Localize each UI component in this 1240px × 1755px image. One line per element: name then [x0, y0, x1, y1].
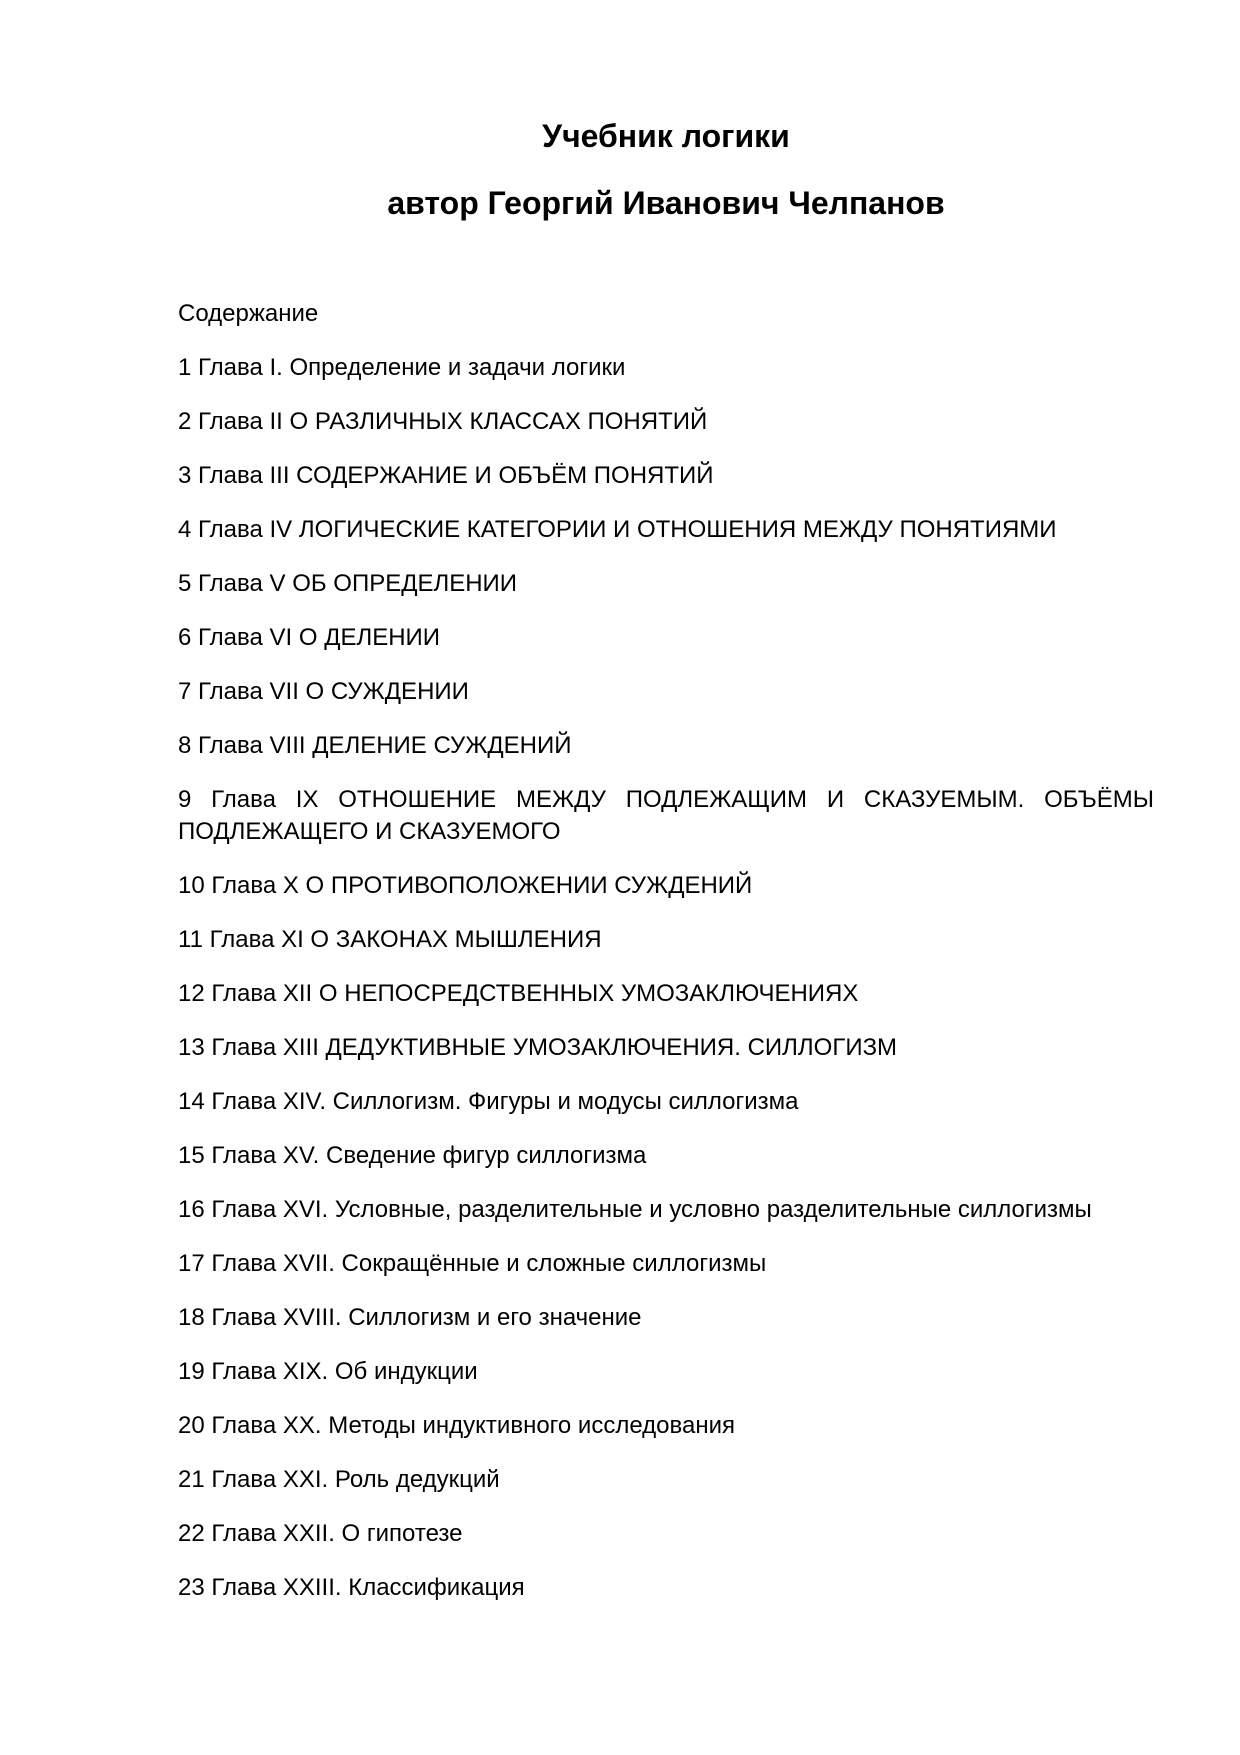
- toc-link-7[interactable]: 7 Глава VII О СУЖДЕНИИ: [178, 678, 469, 705]
- toc-item[interactable]: [178, 924, 1154, 956]
- toc-link-2[interactable]: 2 Глава II О РАЗЛИЧНЫХ КЛАССАХ ПОНЯТИЙ: [178, 408, 708, 435]
- toc-link-20[interactable]: 20 Глава XX. Методы индуктивного исследования: [178, 1412, 735, 1439]
- toc-link-15[interactable]: 15 Глава XV. Сведение фигур силлогизма: [178, 1142, 647, 1169]
- toc-item[interactable]: [178, 870, 1154, 902]
- toc-item[interactable]: [178, 730, 1154, 762]
- document-title: Учебник логики: [542, 118, 790, 154]
- toc-link-3[interactable]: 3 Глава III СОДЕРЖАНИЕ И ОБЪЁМ ПОНЯТИЙ: [178, 462, 714, 489]
- toc-link-12[interactable]: 12 Глава XII О НЕПОСРЕДСТВЕННЫХ УМОЗАКЛЮЧЕНИЯХ: [178, 980, 859, 1007]
- toc-item[interactable]: [178, 568, 1154, 600]
- toc-link-9[interactable]: 9 Глава IX ОТНОШЕНИЕ МЕЖДУ ПОДЛЕЖАЩИМ И СКАЗУЕМЫМ. ОБЪЁМЫ ПОДЛЕЖАЩЕГО И СКАЗУЕМОГО: [178, 786, 1154, 845]
- toc-item[interactable]: [178, 1086, 1154, 1118]
- toc-item[interactable]: [178, 1032, 1154, 1064]
- toc-link-10[interactable]: 10 Глава X О ПРОТИВОПОЛОЖЕНИИ СУЖДЕНИЙ: [178, 872, 753, 899]
- toc-link-17[interactable]: 17 Глава XVII. Сокращённые и сложные силлогизмы: [178, 1250, 767, 1277]
- toc-link-4[interactable]: 4 Глава IV ЛОГИЧЕСКИЕ КАТЕГОРИИ И ОТНОШЕНИЯ МЕЖДУ ПОНЯТИЯМИ: [178, 516, 1057, 543]
- table-of-contents: [178, 298, 1154, 1626]
- toc-link-16[interactable]: 16 Глава XVI. Условные, разделительные и условно разделительные силлогизмы: [178, 1196, 1092, 1223]
- toc-link-6[interactable]: 6 Глава VI О ДЕЛЕНИИ: [178, 624, 441, 651]
- toc-item[interactable]: [178, 1302, 1154, 1334]
- toc-link-1[interactable]: 1 Глава I. Определение и задачи логики: [178, 354, 626, 381]
- toc-item[interactable]: [178, 1140, 1154, 1172]
- document-author: автор Георгий Иванович Челпанов: [387, 185, 945, 221]
- toc-list: [178, 352, 1154, 1604]
- toc-link-14[interactable]: 14 Глава XIV. Силлогизм. Фигуры и модусы силлогизма: [178, 1088, 799, 1115]
- toc-link-23[interactable]: 23 Глава XXIII. Классификация: [178, 1574, 525, 1601]
- toc-link-13[interactable]: 13 Глава XIII ДЕДУКТИВНЫЕ УМОЗАКЛЮЧЕНИЯ. СИЛЛОГИЗМ: [178, 1034, 898, 1061]
- toc-item[interactable]: [178, 784, 1154, 848]
- toc-item[interactable]: [178, 1572, 1154, 1604]
- toc-link-22[interactable]: 22 Глава XXII. О гипотезе: [178, 1520, 463, 1547]
- toc-item[interactable]: [178, 978, 1154, 1010]
- toc-link-21[interactable]: 21 Глава XXI. Роль дедукций: [178, 1466, 500, 1493]
- toc-item[interactable]: [178, 1410, 1154, 1442]
- toc-link-8[interactable]: 8 Глава VIII ДЕЛЕНИЕ СУЖДЕНИЙ: [178, 732, 572, 759]
- toc-link-5[interactable]: 5 Глава V ОБ ОПРЕДЕЛЕНИИ: [178, 570, 518, 597]
- toc-item[interactable]: [178, 460, 1154, 492]
- toc-item[interactable]: [178, 1248, 1154, 1280]
- toc-item[interactable]: [178, 352, 1154, 384]
- toc-item[interactable]: [178, 406, 1154, 438]
- toc-item[interactable]: [178, 1356, 1154, 1388]
- toc-link-19[interactable]: 19 Глава XIX. Об индукции: [178, 1358, 478, 1385]
- toc-link-18[interactable]: 18 Глава XVIII. Силлогизм и его значение: [178, 1304, 642, 1331]
- toc-item[interactable]: [178, 1464, 1154, 1496]
- contents-heading: Содержание: [178, 300, 319, 327]
- toc-item[interactable]: [178, 1194, 1154, 1226]
- toc-item[interactable]: [178, 1518, 1154, 1550]
- toc-item[interactable]: [178, 676, 1154, 708]
- toc-item[interactable]: [178, 622, 1154, 654]
- toc-link-11[interactable]: 11 Глава XI О ЗАКОНАХ МЫШЛЕНИЯ: [178, 926, 602, 953]
- toc-item[interactable]: [178, 514, 1154, 546]
